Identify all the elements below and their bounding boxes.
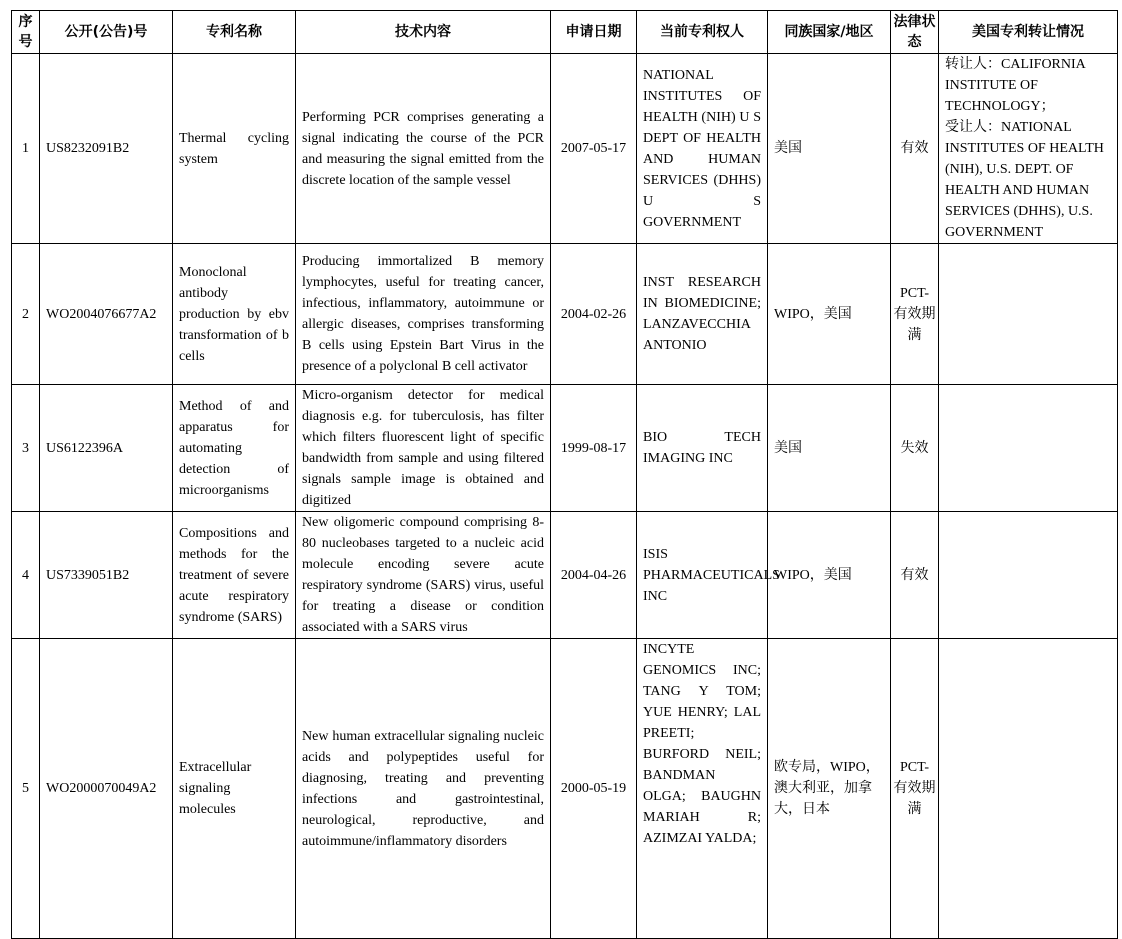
cell-family: 美国	[768, 54, 891, 244]
cell-transfer	[939, 244, 1118, 385]
cell-tech: New human extracellular signaling nucleic acids and polypeptides useful for diagnosing, treating and preventing infections and gastrointestinal, neurological, reproductive, and autoimmune/inflammatory disorders	[296, 639, 551, 939]
header-tech: 技术内容	[296, 11, 551, 54]
cell-legal: 有效	[891, 54, 939, 244]
cell-owner: INCYTE GENOMICS INC; TANG Y TOM; YUE HENRY; LAL PREETI; BURFORD NEIL; BANDMAN OLGA; BAUGHN MARIAH R; AZIMZAI YALDA;	[637, 639, 768, 939]
cell-transfer: 转让人：CALIFORNIA INSTITUTE OF TECHNOLOGY； 受让人：NATIONAL INSTITUTES OF HEALTH (NIH), U.S. DEPT. OF HEALTH AND HUMAN SERVICES (DHHS), U.S. GOVERNMENT	[939, 54, 1118, 244]
table-row	[12, 639, 1118, 939]
cell-pub-no: US7339051B2	[40, 512, 173, 639]
cell-transfer	[939, 639, 1118, 939]
cell-tech: New oligomeric compound comprising 8-80 nucleobases targeted to a nucleic acid molecule encoding severe acute respiratory syndrome (SARS) virus, useful for treating a disease or condition associated with a SARS virus	[296, 512, 551, 639]
cell-owner: ISIS PHARMACEUTICALS INC	[637, 512, 768, 639]
cell-pub-no: WO2000070049A2	[40, 639, 173, 939]
table-row	[12, 512, 1118, 639]
cell-title: Extracellular signaling molecules	[173, 639, 296, 939]
cell-transfer	[939, 512, 1118, 639]
patent-table	[11, 10, 1118, 939]
header-no: 序号	[12, 11, 40, 54]
cell-owner: INST RESEARCH IN BIOMEDICINE; LANZAVECCHIA ANTONIO	[637, 244, 768, 385]
cell-app-date: 1999-08-17	[551, 385, 637, 512]
cell-tech: Producing immortalized B memory lymphocytes, useful for treating cancer, infectious, inflammatory, autoimmune or allergic diseases, comprises transforming B cells using Epstein Bart Virus in the presence of a polyclonal B cell activator	[296, 244, 551, 385]
header-row	[12, 11, 1118, 54]
header-title: 专利名称	[173, 11, 296, 54]
cell-legal: PCT-有效期满	[891, 639, 939, 939]
cell-legal: 有效	[891, 512, 939, 639]
cell-transfer	[939, 385, 1118, 512]
cell-tech: Micro-organism detector for medical diagnosis e.g. for tuberculosis, has filter which filters fluorescent light of specific bandwidth from sample and using filtered signals sample image is obtained and digitized	[296, 385, 551, 512]
cell-tech: Performing PCR comprises generating a signal indicating the course of the PCR and measuring the signal emitted from the discrete location of the sample vessel	[296, 54, 551, 244]
patent-table-container	[11, 10, 1118, 939]
cell-no: 1	[12, 54, 40, 244]
cell-family: WIPO，美国	[768, 244, 891, 385]
cell-family: WIPO，美国	[768, 512, 891, 639]
cell-legal: PCT-有效期满	[891, 244, 939, 385]
cell-family: 欧专局，WIPO，澳大利亚，加拿大，日本	[768, 639, 891, 939]
header-family: 同族国家/地区	[768, 11, 891, 54]
cell-owner: NATIONAL INSTITUTES OF HEALTH (NIH) U S DEPT OF HEALTH AND HUMAN SERVICES (DHHS) U S GOVERNMENT	[637, 54, 768, 244]
cell-no: 3	[12, 385, 40, 512]
cell-title: Thermal cycling system	[173, 54, 296, 244]
cell-title: Compositions and methods for the treatment of severe acute respiratory syndrome (SARS)	[173, 512, 296, 639]
header-transfer: 美国专利转让情况	[939, 11, 1118, 54]
table-row	[12, 54, 1118, 244]
cell-app-date: 2007-05-17	[551, 54, 637, 244]
cell-no: 5	[12, 639, 40, 939]
cell-app-date: 2000-05-19	[551, 639, 637, 939]
cell-pub-no: US6122396A	[40, 385, 173, 512]
table-row	[12, 385, 1118, 512]
cell-title: Method of and apparatus for automating detection of microorganisms	[173, 385, 296, 512]
table-row	[12, 244, 1118, 385]
cell-legal: 失效	[891, 385, 939, 512]
cell-app-date: 2004-04-26	[551, 512, 637, 639]
header-app-date: 申请日期	[551, 11, 637, 54]
cell-title: Monoclonal antibody production by ebv transformation of b cells	[173, 244, 296, 385]
cell-no: 4	[12, 512, 40, 639]
cell-family: 美国	[768, 385, 891, 512]
cell-no: 2	[12, 244, 40, 385]
cell-owner: BIO TECH IMAGING INC	[637, 385, 768, 512]
cell-pub-no: WO2004076677A2	[40, 244, 173, 385]
header-owner: 当前专利权人	[637, 11, 768, 54]
header-legal: 法律状态	[891, 11, 939, 54]
cell-app-date: 2004-02-26	[551, 244, 637, 385]
cell-pub-no: US8232091B2	[40, 54, 173, 244]
header-pub-no: 公开(公告)号	[40, 11, 173, 54]
